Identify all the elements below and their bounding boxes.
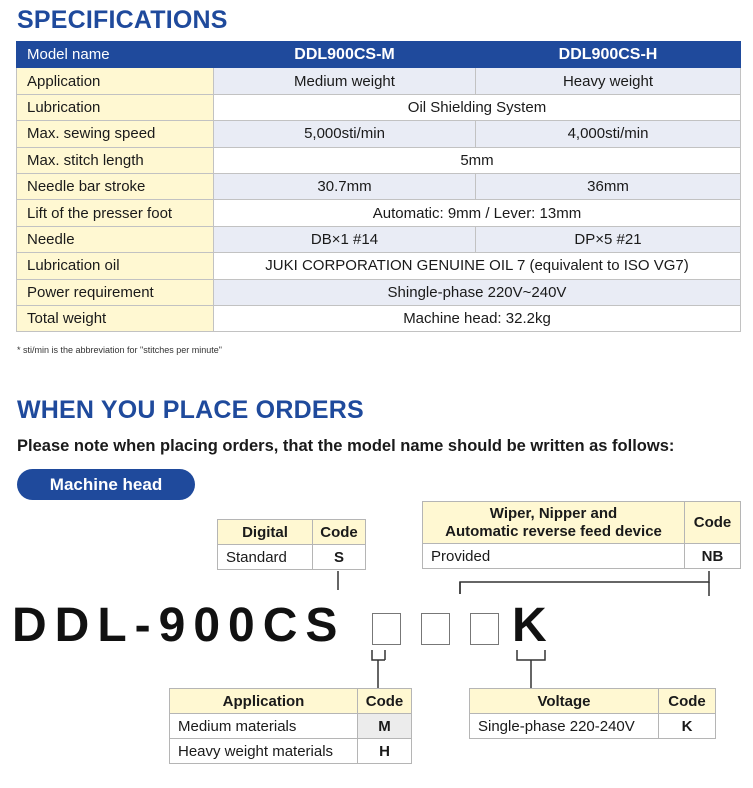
application-code-header: Code: [358, 689, 412, 714]
footnote: * sti/min is the abbreviation for "stitches per minute": [17, 345, 222, 355]
application-connector: [372, 650, 385, 688]
application-code: H: [358, 739, 412, 764]
cell-m: 5,000sti/min: [214, 121, 476, 147]
row-label: Max. stitch length: [17, 147, 214, 173]
application-slot: [372, 613, 401, 645]
row-label: Lubrication: [17, 94, 214, 120]
row-label: Total weight: [17, 305, 214, 331]
model-m-header: DDL900CS-M: [214, 42, 476, 68]
digital-code: S: [313, 545, 366, 570]
wiper-slot-2: [470, 613, 499, 645]
row-label: Application: [17, 68, 214, 94]
voltage-code: K: [659, 714, 716, 739]
application-code-table: [169, 688, 412, 764]
application-code: M: [358, 714, 412, 739]
wiper-code-table: [422, 501, 741, 569]
voltage-connector: [517, 650, 545, 688]
model-h-header: DDL900CS-H: [476, 42, 741, 68]
row-label: Power requirement: [17, 279, 214, 305]
digital-code-header: Code: [313, 520, 366, 545]
model-prefix: DDL-900CS: [12, 599, 346, 652]
cell-both: Machine head: 32.2kg: [214, 305, 741, 331]
row-label: Lift of the presser foot: [17, 200, 214, 226]
model-name-header: Model name: [17, 42, 214, 68]
voltage-header: Voltage: [470, 689, 659, 714]
machine-head-label: Machine head: [17, 469, 195, 500]
cell-both: Shingle-phase 220V~240V: [214, 279, 741, 305]
wiper-value: Provided: [423, 544, 685, 569]
row-label: Lubrication oil: [17, 253, 214, 279]
voltage-code-table: [469, 688, 716, 739]
voltage-value: Single-phase 220-240V: [470, 714, 659, 739]
application-value: Medium materials: [170, 714, 358, 739]
cell-both: Oil Shielding System: [214, 94, 741, 120]
digital-code-table: [217, 519, 366, 570]
cell-h: 4,000sti/min: [476, 121, 741, 147]
orders-title: WHEN YOU PLACE ORDERS: [17, 396, 364, 424]
wiper-header-line2: Automatic reverse feed device: [445, 522, 662, 540]
row-label: Max. sewing speed: [17, 121, 214, 147]
cell-m: Medium weight: [214, 68, 476, 94]
cell-both: 5mm: [214, 147, 741, 173]
application-header: Application: [170, 689, 358, 714]
wiper-code-header: Code: [685, 502, 741, 544]
cell-h: 36mm: [476, 173, 741, 199]
model-suffix: K: [512, 599, 547, 652]
orders-note: Please note when placing orders, that the model name should be written as follows:: [17, 437, 675, 455]
digital-value: Standard: [218, 545, 313, 570]
cell-h: Heavy weight: [476, 68, 741, 94]
cell-m: 30.7mm: [214, 173, 476, 199]
row-label: Needle bar stroke: [17, 173, 214, 199]
cell-m: DB×1 #14: [214, 226, 476, 252]
cell-h: DP×5 #21: [476, 226, 741, 252]
row-label: Needle: [17, 226, 214, 252]
digital-header: Digital: [218, 520, 313, 545]
application-value: Heavy weight materials: [170, 739, 358, 764]
wiper-header: [423, 502, 685, 544]
cell-both: JUKI CORPORATION GENUINE OIL 7 (equivalent to ISO VG7): [214, 253, 741, 279]
wiper-header-line1: Wiper, Nipper and: [489, 504, 618, 522]
wiper-code: NB: [685, 544, 741, 569]
cell-both: Automatic: 9mm / Lever: 13mm: [214, 200, 741, 226]
specifications-title: SPECIFICATIONS: [17, 6, 228, 34]
wiper-slot-1: [421, 613, 450, 645]
wiper-connector: [460, 571, 709, 594]
voltage-code-header: Code: [659, 689, 716, 714]
